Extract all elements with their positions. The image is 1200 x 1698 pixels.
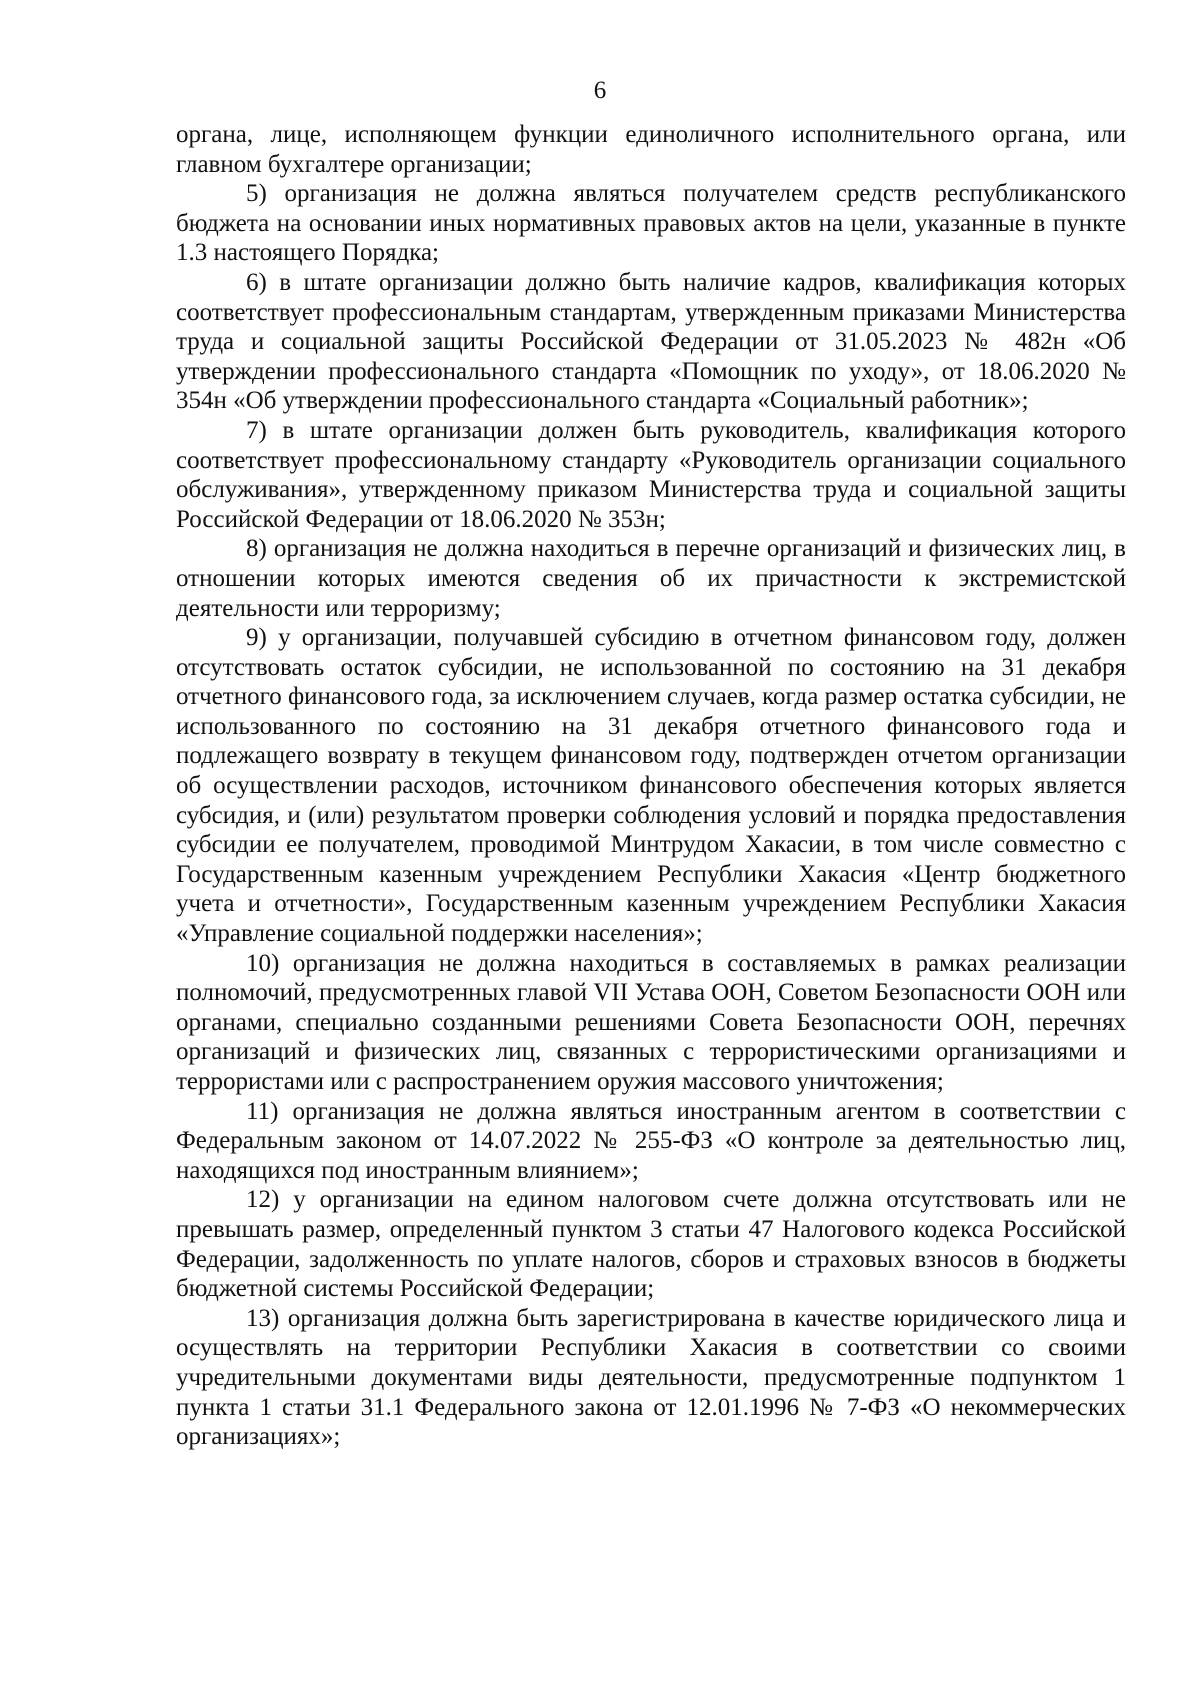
paragraph-item-5: 5) организация не должна являться получателем средств республиканского бюджета на основании иных нормативных правовых актов на цели, указанные в пункте 1.3 настоящего Порядка;: [176, 180, 1126, 267]
paragraph-item-9: 9) у организации, получавшей субсидию в отчетном финансовом году, должен отсутствовать остаток субсидии, не использованной по состоянию на 31 декабря отчетного финансового года, за исключением случаев, когда размер остатка субсидии, не использованного по состоянию на 31 декабря отчетного финансового года и подлежащего возврату в текущем финансовом году, подтвержден отчетом организации об осуществлении расходов, источником финансового обеспечения которых является субсидия, и (или) результатом проверки соблюдения условий и порядка предоставления субсидии ее получателем, проводимой Минтрудом Хакасии, в том числе совместно с Государственным казенным учреждением Республики Хакасия «Центр бюджетного учета и отчетности», Государственным казенным учреждением Республики Хакасия «Управление социальной поддержки населения»;: [176, 624, 1126, 948]
paragraph-item-11: 11) организация не должна являться иностранным агентом в соответствии с Федеральным законом от 14.07.2022 № 255-ФЗ «О контроле за деятельностью лиц, находящихся под иностранным влиянием»;: [176, 1097, 1126, 1184]
document-body: [176, 120, 1126, 1452]
paragraph-item-12: 12) у организации на едином налоговом счете должна отсутствовать или не превышать размер, определенный пунктом 3 статьи 47 Налогового кодекса Российской Федерации, задолженность по уплате налогов, сборов и страховых взносов в бюджеты бюджетной системы Российской Федерации;: [176, 1186, 1126, 1303]
paragraph-item-10: 10) организация не должна находиться в составляемых в рамках реализации полномочий, предусмотренных главой VII Устава ООН, Советом Безопасности ООН или органами, специально созданными решениями Совета Безопасности ООН, перечнях организаций и физических лиц, связанных с террористическими организациями и террористами или с распространением оружия массового уничтожения;: [176, 949, 1126, 1095]
paragraph-item-8: 8) организация не должна находиться в перечне организаций и физических лиц, в отношении которых имеются сведения об их причастности к экстремистской деятельности или терроризму;: [176, 535, 1126, 622]
paragraph-item-7: 7) в штате организации должен быть руководитель, квалификация которого соответствует профессиональному стандарту «Руководитель организации социального обслуживания», утвержденному приказом Министерства труда и социальной защиты Российской Федерации от 18.06.2020 № 353н;: [176, 416, 1126, 533]
paragraph-item-13: 13) организация должна быть зарегистрирована в качестве юридического лица и осуществлять на территории Республики Хакасия в соответствии со своими учредительными документами виды деятельности, предусмотренные подпунктом 1 пункта 1 статьи 31.1 Федерального закона от 12.01.1996 № 7-ФЗ «О некоммерческих организациях»;: [176, 1304, 1126, 1451]
paragraph-continuation: органа, лице, исполняющем функции единоличного исполнительного органа, или главном бухгалтере организации;: [176, 121, 1126, 178]
page-number: 6: [593, 77, 607, 104]
paragraph-item-6: 6) в штате организации должно быть наличие кадров, квалификация которых соответствует профессиональным стандартам, утвержденным приказами Министерства труда и социальной защиты Российской Федерации от 31.05.2023 № 482н «Об утверждении профессионального стандарта «Помощник по уходу», от 18.06.2020 № 354н «Об утверждении профессионального стандарта «Социальный работник»;: [176, 268, 1126, 415]
